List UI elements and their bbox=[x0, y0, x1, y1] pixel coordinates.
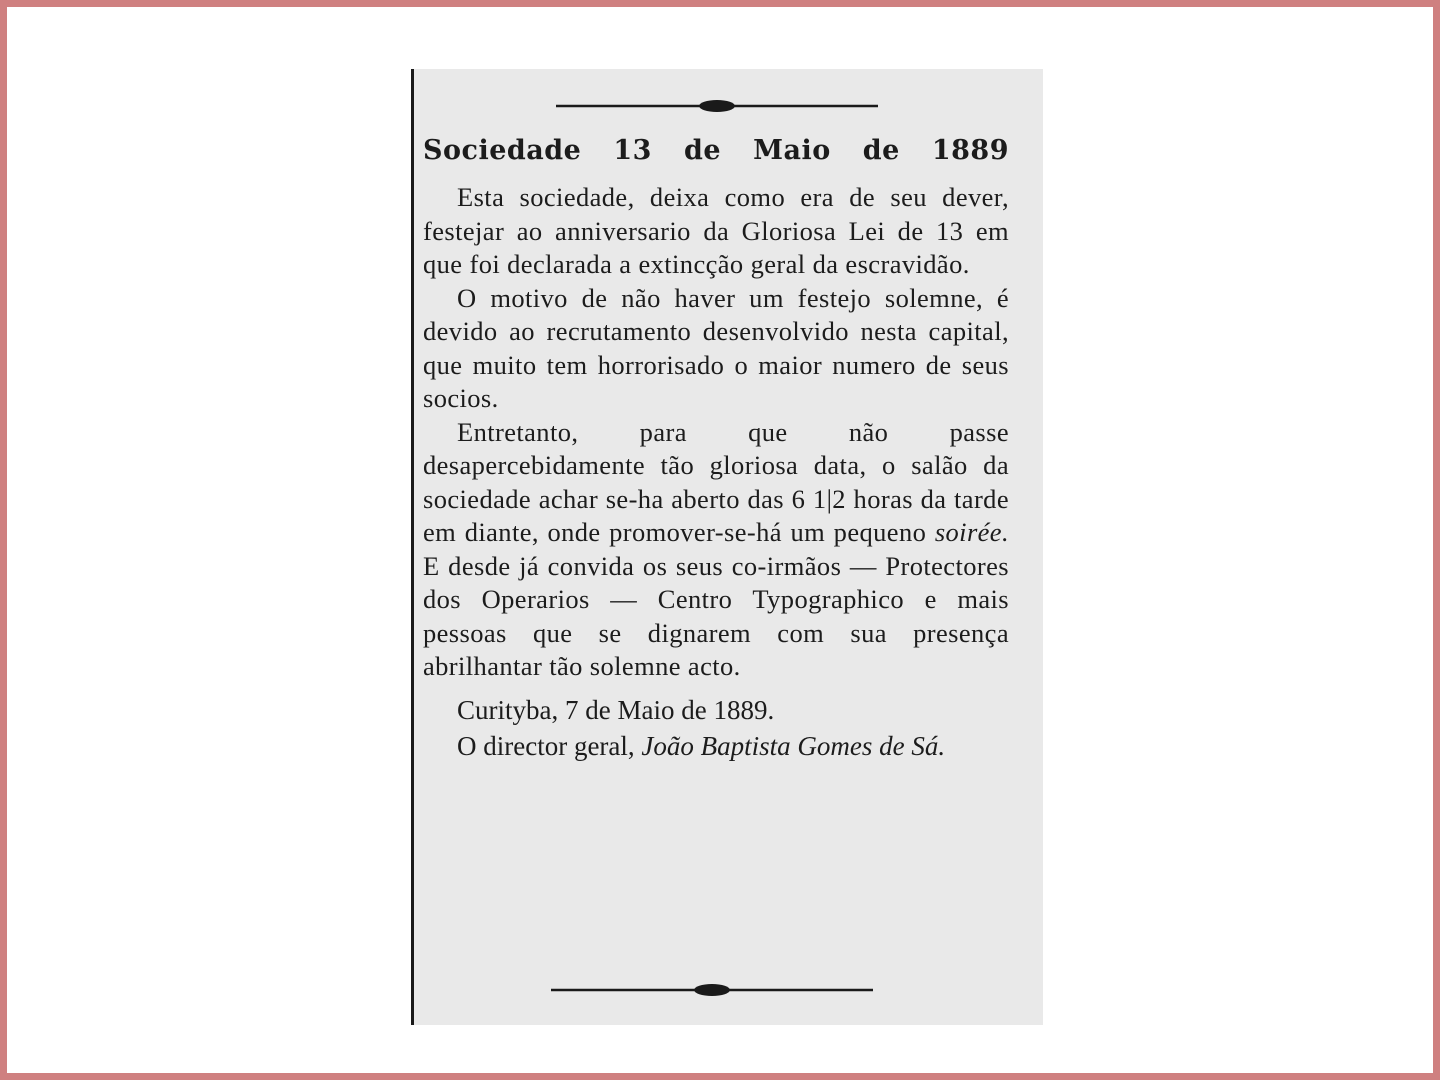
place-date: Curityba, 7 de Maio de 1889. bbox=[457, 694, 775, 725]
signature-name: João Baptista Gomes de Sá. bbox=[641, 730, 946, 761]
signature bbox=[423, 730, 1009, 763]
column-rule bbox=[411, 69, 414, 1025]
paragraph-3-text-b: E desde já convida os seus co-irmãos — Protectores dos Operarios — Centro Typographico e mais pessoas que se dignarem com sua presença abrilhantar tão solemne acto. bbox=[423, 550, 1009, 681]
article-paragraph-3 bbox=[423, 416, 1009, 684]
article-headline: Sociedade 13 de Maio de 1889 bbox=[423, 135, 1009, 166]
newspaper-clipping bbox=[411, 69, 1043, 1025]
paragraph-3-text-a: Entretanto, para que não passe desapercebidamente tão gloriosa data, o salão da sociedade achar se-ha aberto das 6 1|2 horas da tarde em diante, onde promover-se-há um pequeno bbox=[423, 416, 1009, 547]
top-ornament-rule bbox=[556, 99, 878, 113]
article-paragraph-2: O motivo de não haver um festejo solemne, é devido ao recrutamento desenvolvido nesta capital, que muito tem horrorisado o maior numero de seus socios. bbox=[423, 282, 1009, 413]
signature-title: O director geral, bbox=[457, 730, 642, 761]
paragraph-3-italic-word: soirée. bbox=[934, 517, 1009, 547]
article bbox=[423, 131, 1009, 763]
bottom-ornament-rule bbox=[551, 983, 873, 997]
article-paragraph-1: Esta sociedade, deixa como era de seu dever, festejar ao anniversario da Gloriosa Lei de 13 em que foi declarada a extincção geral da escravidão. bbox=[423, 182, 1009, 279]
